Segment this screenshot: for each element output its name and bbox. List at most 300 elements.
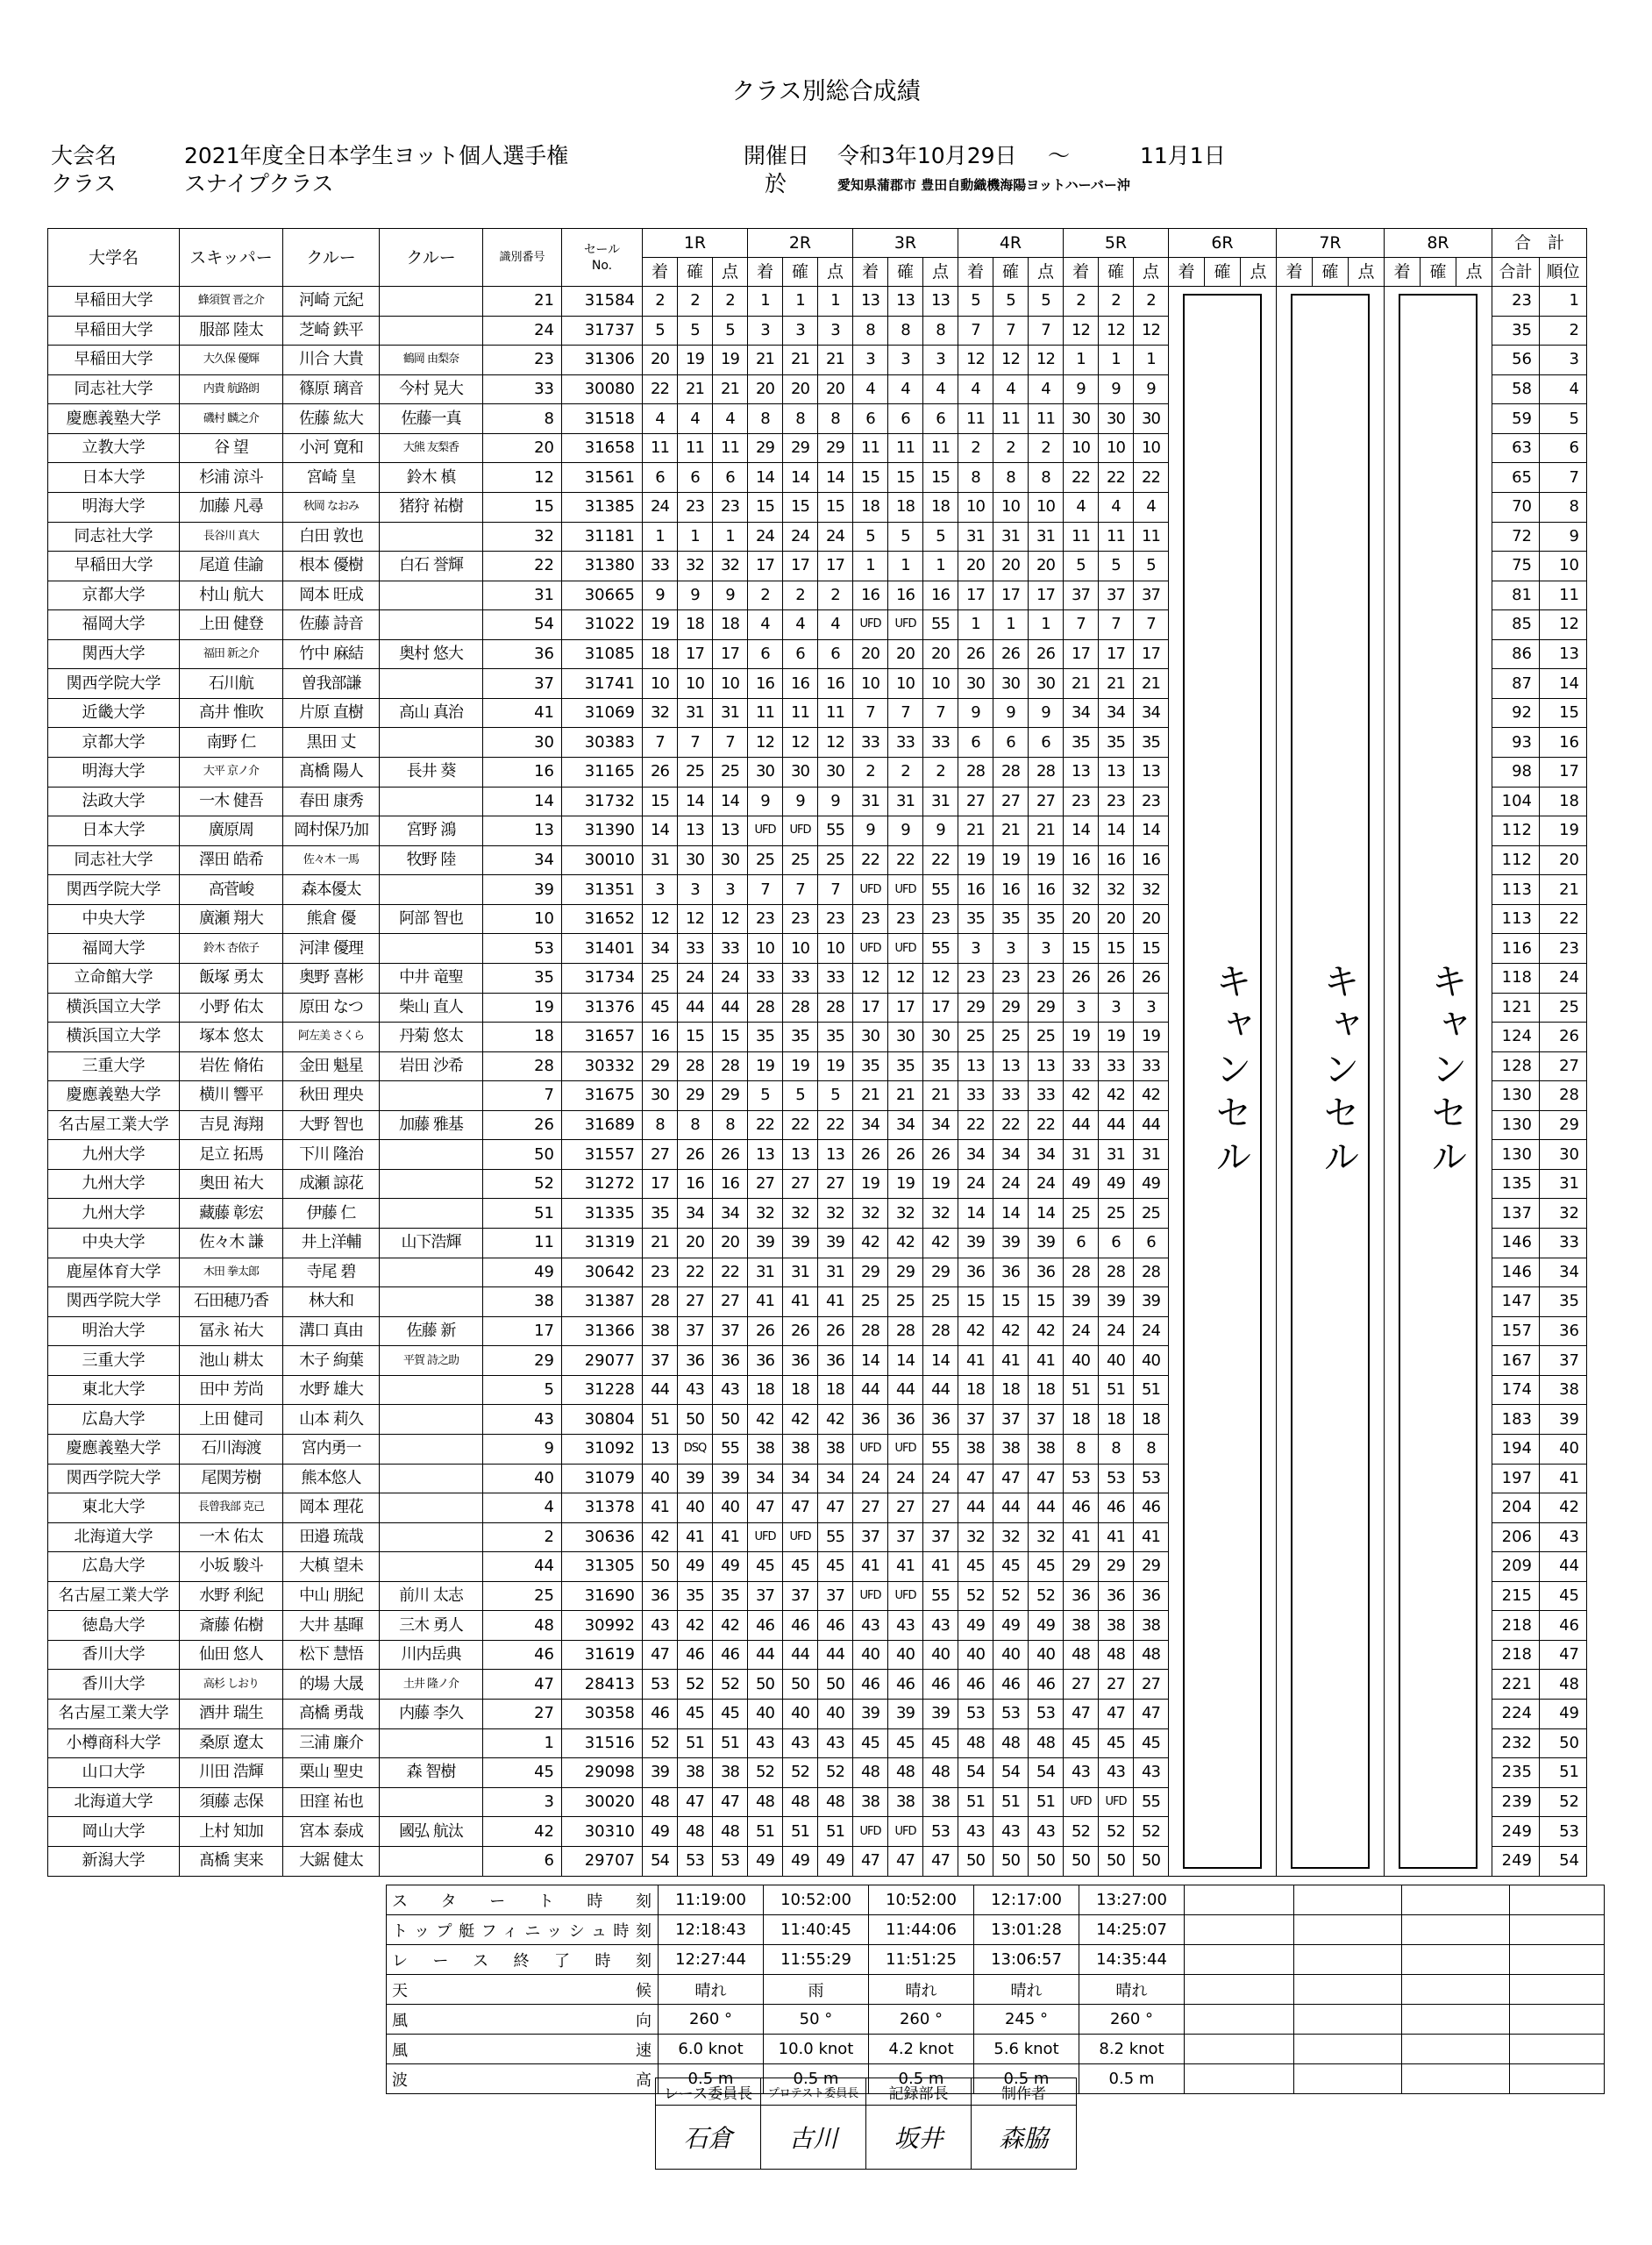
race-score-cell: 2: [783, 581, 818, 610]
race-score-cell: 8: [818, 404, 853, 434]
university-cell: 慶應義塾大学: [48, 1081, 180, 1111]
race-score-cell: 42: [853, 1229, 888, 1258]
race-score-cell: 9: [958, 698, 993, 728]
race-score-cell: 47: [643, 1640, 678, 1670]
id-cell: 49: [483, 1258, 562, 1287]
race-score-cell: 42: [643, 1522, 678, 1552]
header-race-4: 4R: [958, 229, 1064, 258]
official-signature: 石倉: [656, 2106, 761, 2170]
crew-2-cell: [380, 1375, 483, 1405]
crew-1-cell: 金田 魁星: [283, 1051, 380, 1081]
race-score-cell: 40: [923, 1640, 958, 1670]
university-cell: 名古屋工業大学: [48, 1581, 180, 1611]
race-score-cell: 2: [748, 581, 783, 610]
race-score-cell: 51: [958, 1787, 993, 1817]
crew-2-cell: 岩田 沙希: [380, 1051, 483, 1081]
crew-2-cell: [380, 1287, 483, 1317]
university-cell: 同志社大学: [48, 374, 180, 404]
race-score-cell: 49: [1029, 1611, 1064, 1641]
race-score-cell: 44: [748, 1640, 783, 1670]
university-cell: 同志社大学: [48, 522, 180, 552]
race-score-cell: 35: [923, 1051, 958, 1081]
race-score-cell: 15: [818, 492, 853, 522]
race-score-cell: 26: [993, 639, 1029, 669]
race-score-cell: 11: [923, 433, 958, 463]
race-score-cell: 34: [818, 1464, 853, 1493]
total-cell: 249: [1492, 1846, 1540, 1876]
race-score-cell: 1: [853, 552, 888, 581]
race-score-cell: 20: [1134, 904, 1169, 934]
race-score-cell: 30: [888, 1023, 923, 1052]
crew-2-cell: [380, 581, 483, 610]
race-score-cell: 43: [748, 1728, 783, 1758]
total-cell: 86: [1492, 639, 1540, 669]
race-score-cell: 6: [923, 404, 958, 434]
cancel-box: [1399, 294, 1478, 1869]
race-score-cell: 11: [1099, 522, 1134, 552]
condition-value: 14:25:07: [1079, 1915, 1185, 1945]
race-score-cell: UFD: [853, 1434, 888, 1464]
sail-no-cell: 31737: [562, 316, 643, 346]
race-score-cell: 3: [993, 934, 1029, 964]
race-score-cell: 11: [678, 433, 713, 463]
race-score-cell: 34: [713, 1199, 748, 1229]
race-score-cell: 15: [1029, 1287, 1064, 1317]
id-cell: 37: [483, 669, 562, 699]
race-score-cell: 20: [783, 374, 818, 404]
header-race-6-sub-1: 着: [1169, 258, 1205, 287]
university-cell: 近畿大学: [48, 698, 180, 728]
race-score-cell: 48: [888, 1758, 923, 1788]
race-score-cell: 40: [1099, 1346, 1134, 1376]
race-score-cell: 3: [643, 875, 678, 905]
condition-value: 晴れ: [974, 1975, 1079, 2005]
rank-cell: 29: [1540, 1110, 1587, 1140]
sail-no-cell: 31380: [562, 552, 643, 581]
race-score-cell: 6: [1099, 1229, 1134, 1258]
race-score-cell: 32: [643, 698, 678, 728]
race-score-cell: 37: [818, 1581, 853, 1611]
race-6-cancel-cell: [1169, 287, 1277, 1877]
rank-cell: 31: [1540, 1169, 1587, 1199]
race-score-cell: 29: [713, 1081, 748, 1111]
race-score-cell: 24: [783, 522, 818, 552]
race-score-cell: 13: [853, 287, 888, 317]
race-score-cell: 2: [958, 433, 993, 463]
race-score-cell: 34: [1064, 698, 1099, 728]
total-cell: 249: [1492, 1817, 1540, 1847]
crew-1-cell: 河津 優理: [283, 934, 380, 964]
race-score-cell: 11: [958, 404, 993, 434]
sail-no-cell: 31378: [562, 1493, 643, 1523]
total-cell: 92: [1492, 698, 1540, 728]
race-score-cell: 50: [1134, 1846, 1169, 1876]
skipper-cell: 奥田 祐大: [180, 1169, 283, 1199]
race-score-cell: 34: [1134, 698, 1169, 728]
race-score-cell: 15: [923, 463, 958, 493]
race-score-cell: 54: [993, 1758, 1029, 1788]
rank-cell: 15: [1540, 698, 1587, 728]
race-score-cell: 4: [783, 610, 818, 640]
race-score-cell: 40: [1029, 1640, 1064, 1670]
race-score-cell: 37: [713, 1316, 748, 1346]
race-score-cell: 18: [923, 492, 958, 522]
race-score-cell: 6: [1134, 1229, 1169, 1258]
race-score-cell: 44: [818, 1640, 853, 1670]
race-score-cell: 28: [783, 993, 818, 1023]
university-cell: 横浜国立大学: [48, 1023, 180, 1052]
race-score-cell: 52: [1099, 1817, 1134, 1847]
crew-1-cell: 阿左美 さくら: [283, 1023, 380, 1052]
race-score-cell: 5: [993, 287, 1029, 317]
race-score-cell: 11: [748, 698, 783, 728]
race-score-cell: 16: [818, 669, 853, 699]
race-score-cell: UFD: [748, 816, 783, 846]
id-cell: 13: [483, 816, 562, 846]
race-score-cell: 39: [1099, 1287, 1134, 1317]
race-score-cell: 24: [818, 522, 853, 552]
race-score-cell: 31: [783, 1258, 818, 1287]
race-score-cell: 51: [1134, 1375, 1169, 1405]
condition-empty-cell: [1510, 2064, 1605, 2094]
university-cell: 名古屋工業大学: [48, 1700, 180, 1729]
race-score-cell: 30: [1064, 404, 1099, 434]
race-score-cell: 16: [993, 875, 1029, 905]
id-cell: 42: [483, 1817, 562, 1847]
skipper-cell: 尾道 佳諭: [180, 552, 283, 581]
race-score-cell: 4: [713, 404, 748, 434]
crew-2-cell: 鈴木 槙: [380, 463, 483, 493]
condition-label: 風速: [387, 2035, 659, 2064]
race-score-cell: 37: [748, 1581, 783, 1611]
race-score-cell: 14: [923, 1346, 958, 1376]
race-score-cell: 48: [1029, 1728, 1064, 1758]
race-score-cell: 39: [1134, 1287, 1169, 1317]
skipper-cell: 加藤 凡尋: [180, 492, 283, 522]
race-score-cell: 17: [713, 639, 748, 669]
rank-cell: 34: [1540, 1258, 1587, 1287]
race-score-cell: 13: [993, 1051, 1029, 1081]
id-cell: 15: [483, 492, 562, 522]
race-score-cell: 5: [713, 316, 748, 346]
race-score-cell: 25: [678, 758, 713, 788]
sail-no-cell: 30665: [562, 581, 643, 610]
race-score-cell: 21: [888, 1081, 923, 1111]
race-score-cell: 1: [1099, 346, 1134, 375]
skipper-cell: 鈴木 杏依子: [180, 934, 283, 964]
race-score-cell: 16: [748, 669, 783, 699]
race-score-cell: 38: [643, 1316, 678, 1346]
race-score-cell: 5: [888, 522, 923, 552]
condition-value: 13:06:57: [974, 1945, 1079, 1975]
race-score-cell: 39: [748, 1229, 783, 1258]
race-score-cell: 33: [713, 934, 748, 964]
race-score-cell: 36: [713, 1346, 748, 1376]
race-score-cell: 17: [678, 639, 713, 669]
skipper-cell: 廣瀬 翔大: [180, 904, 283, 934]
crew-1-cell: 岡村保乃加: [283, 816, 380, 846]
rank-cell: 23: [1540, 934, 1587, 964]
race-score-cell: 12: [643, 904, 678, 934]
race-score-cell: 32: [958, 1522, 993, 1552]
race-score-cell: 8: [888, 316, 923, 346]
race-score-cell: 19: [1099, 1023, 1134, 1052]
race-score-cell: 21: [1099, 669, 1134, 699]
race-score-cell: 4: [1029, 374, 1064, 404]
official-signature: 坂井: [866, 2106, 972, 2170]
rank-cell: 20: [1540, 845, 1587, 875]
sail-no-cell: 31390: [562, 816, 643, 846]
race-score-cell: 27: [1134, 1670, 1169, 1700]
page-title: クラス別総合成績: [731, 78, 921, 105]
sail-no-cell: 31690: [562, 1581, 643, 1611]
race-score-cell: 5: [818, 1081, 853, 1111]
race-score-cell: 25: [1064, 1199, 1099, 1229]
crew-1-cell: 水野 雄大: [283, 1375, 380, 1405]
race-score-cell: 34: [1029, 1140, 1064, 1170]
race-score-cell: 32: [783, 1199, 818, 1229]
race-score-cell: 49: [748, 1846, 783, 1876]
race-score-cell: 13: [1099, 758, 1134, 788]
university-cell: 同志社大学: [48, 845, 180, 875]
header-race-7: 7R: [1277, 229, 1385, 258]
date-separator: ～: [1048, 143, 1071, 168]
crew-1-cell: 曽我部謙: [283, 669, 380, 699]
race-score-cell: 41: [1029, 1346, 1064, 1376]
total-cell: 130: [1492, 1140, 1540, 1170]
official-title: 制作者: [972, 2078, 1077, 2106]
condition-empty-cell: [1185, 1945, 1294, 1975]
race-score-cell: 48: [1134, 1640, 1169, 1670]
race-score-cell: 18: [993, 1375, 1029, 1405]
race-score-cell: 7: [923, 698, 958, 728]
race-score-cell: 55: [923, 610, 958, 640]
condition-value: 11:19:00: [659, 1885, 764, 1915]
race-score-cell: 28: [748, 993, 783, 1023]
race-score-cell: 19: [1064, 1023, 1099, 1052]
condition-empty-cell: [1294, 1975, 1402, 2005]
race-score-cell: 16: [958, 875, 993, 905]
race-score-cell: 1: [958, 610, 993, 640]
crew-1-cell: 佐藤 詩音: [283, 610, 380, 640]
race-score-cell: 18: [1099, 1405, 1134, 1435]
condition-row: [387, 1915, 1605, 1945]
race-score-cell: 38: [1099, 1611, 1134, 1641]
race-score-cell: 14: [678, 787, 713, 816]
race-score-cell: 42: [818, 1405, 853, 1435]
race-score-cell: 3: [1029, 934, 1064, 964]
race-score-cell: 55: [818, 1522, 853, 1552]
race-score-cell: 11: [993, 404, 1029, 434]
id-cell: 12: [483, 463, 562, 493]
race-score-cell: 49: [643, 1817, 678, 1847]
race-score-cell: 13: [713, 816, 748, 846]
race-score-cell: 53: [1134, 1464, 1169, 1493]
race-score-cell: 38: [783, 1434, 818, 1464]
race-score-cell: 50: [1029, 1846, 1064, 1876]
race-score-cell: 45: [1134, 1728, 1169, 1758]
race-score-cell: 50: [748, 1670, 783, 1700]
race-score-cell: 16: [1029, 875, 1064, 905]
race-score-cell: 38: [958, 1434, 993, 1464]
race-score-cell: 45: [923, 1728, 958, 1758]
total-cell: 128: [1492, 1051, 1540, 1081]
total-cell: 63: [1492, 433, 1540, 463]
total-cell: 87: [1492, 669, 1540, 699]
race-score-cell: 42: [993, 1316, 1029, 1346]
rank-cell: 7: [1540, 463, 1587, 493]
race-score-cell: 24: [643, 492, 678, 522]
race-score-cell: 4: [993, 374, 1029, 404]
race-score-cell: 52: [678, 1670, 713, 1700]
university-cell: 中央大学: [48, 904, 180, 934]
skipper-cell: 高杉 しおり: [180, 1670, 283, 1700]
crew-2-cell: 中井 竜聖: [380, 963, 483, 993]
race-score-cell: 34: [923, 1110, 958, 1140]
official-signature: 森脇: [972, 2106, 1077, 2170]
race-score-cell: 47: [818, 1493, 853, 1523]
race-score-cell: 9: [713, 581, 748, 610]
crew-2-cell: 鶴岡 由梨奈: [380, 346, 483, 375]
race-score-cell: 18: [1134, 1405, 1169, 1435]
crew-1-cell: 森本優太: [283, 875, 380, 905]
university-cell: 関西学院大学: [48, 875, 180, 905]
header-sail-no: [562, 229, 643, 287]
race-score-cell: 2: [643, 287, 678, 317]
race-score-cell: 52: [818, 1758, 853, 1788]
race-score-cell: 33: [993, 1081, 1029, 1111]
crew-2-cell: [380, 1140, 483, 1170]
race-score-cell: 38: [993, 1434, 1029, 1464]
race-score-cell: 24: [1099, 1316, 1134, 1346]
race-score-cell: 2: [1134, 287, 1169, 317]
race-score-cell: 8: [853, 316, 888, 346]
race-score-cell: 50: [958, 1846, 993, 1876]
race-score-cell: 23: [888, 904, 923, 934]
header-race-1-sub-2: 確: [678, 258, 713, 287]
race-score-cell: 55: [1134, 1787, 1169, 1817]
race-score-cell: 16: [888, 581, 923, 610]
race-score-cell: 33: [1029, 1081, 1064, 1111]
race-score-cell: 32: [993, 1522, 1029, 1552]
race-score-cell: 24: [993, 1169, 1029, 1199]
race-score-cell: UFD: [783, 816, 818, 846]
race-score-cell: 23: [958, 963, 993, 993]
race-score-cell: 11: [853, 433, 888, 463]
university-cell: 関西学院大学: [48, 1287, 180, 1317]
header-race-1-sub-3: 点: [713, 258, 748, 287]
condition-empty-cell: [1185, 1915, 1294, 1945]
race-score-cell: 29: [783, 433, 818, 463]
race-score-cell: 48: [993, 1728, 1029, 1758]
sail-no-cell: 31652: [562, 904, 643, 934]
university-cell: 福岡大学: [48, 934, 180, 964]
race-score-cell: 26: [643, 758, 678, 788]
rank-cell: 18: [1540, 787, 1587, 816]
race-score-cell: 12: [748, 728, 783, 758]
race-score-cell: 50: [993, 1846, 1029, 1876]
id-cell: 24: [483, 316, 562, 346]
race-score-cell: 33: [888, 728, 923, 758]
total-cell: 23: [1492, 287, 1540, 317]
skipper-cell: 廣原周: [180, 816, 283, 846]
id-cell: 38: [483, 1287, 562, 1317]
race-score-cell: 20: [1099, 904, 1134, 934]
sail-no-cell: 31658: [562, 433, 643, 463]
race-score-cell: 33: [783, 963, 818, 993]
cancel-box: [1183, 294, 1262, 1869]
total-cell: 147: [1492, 1287, 1540, 1317]
rank-cell: 49: [1540, 1700, 1587, 1729]
crew-1-cell: 岡本 理花: [283, 1493, 380, 1523]
rank-cell: 42: [1540, 1493, 1587, 1523]
race-score-cell: 27: [1029, 787, 1064, 816]
race-score-cell: 37: [1029, 1405, 1064, 1435]
race-score-cell: 35: [783, 1023, 818, 1052]
race-score-cell: 18: [678, 610, 713, 640]
race-score-cell: 22: [888, 845, 923, 875]
race-score-cell: 15: [1134, 934, 1169, 964]
race-score-cell: 51: [713, 1728, 748, 1758]
race-score-cell: 19: [678, 346, 713, 375]
race-score-cell: 6: [888, 404, 923, 434]
race-score-cell: 41: [678, 1522, 713, 1552]
university-cell: 三重大学: [48, 1346, 180, 1376]
race-score-cell: 18: [1064, 1405, 1099, 1435]
race-score-cell: 7: [783, 875, 818, 905]
race-score-cell: 26: [888, 1140, 923, 1170]
race-score-cell: 2: [853, 758, 888, 788]
condition-row: [387, 1945, 1605, 1975]
university-cell: 京都大学: [48, 728, 180, 758]
race-score-cell: 47: [678, 1787, 713, 1817]
race-conditions-table: [386, 1885, 1605, 2094]
rank-cell: 26: [1540, 1023, 1587, 1052]
race-score-cell: 42: [1134, 1081, 1169, 1111]
race-score-cell: 6: [1029, 728, 1064, 758]
race-score-cell: 2: [888, 758, 923, 788]
table-row: [48, 287, 1587, 317]
race-score-cell: 50: [713, 1405, 748, 1435]
condition-empty-cell: [1402, 2035, 1510, 2064]
university-cell: 早稲田大学: [48, 316, 180, 346]
total-cell: 75: [1492, 552, 1540, 581]
skipper-cell: 福田 新之介: [180, 639, 283, 669]
university-cell: 早稲田大学: [48, 346, 180, 375]
race-score-cell: 28: [818, 993, 853, 1023]
crew-2-cell: 佐藤 新: [380, 1316, 483, 1346]
crew-1-cell: 宮崎 皇: [283, 463, 380, 493]
race-score-cell: 4: [1064, 492, 1099, 522]
header-race-3-sub-3: 点: [923, 258, 958, 287]
crew-2-cell: [380, 610, 483, 640]
sail-no-cell: 29098: [562, 1758, 643, 1788]
race-score-cell: 36: [748, 1346, 783, 1376]
race-score-cell: 28: [888, 1316, 923, 1346]
race-score-cell: 19: [1029, 845, 1064, 875]
crew-2-cell: [380, 1846, 483, 1876]
race-score-cell: 41: [888, 1552, 923, 1582]
race-score-cell: 13: [1029, 1051, 1064, 1081]
race-score-cell: 50: [643, 1552, 678, 1582]
total-cell: 56: [1492, 346, 1540, 375]
race-score-cell: 39: [678, 1464, 713, 1493]
race-score-cell: 4: [643, 404, 678, 434]
race-score-cell: 13: [923, 287, 958, 317]
rank-cell: 54: [1540, 1846, 1587, 1876]
crew-1-cell: 大野 智也: [283, 1110, 380, 1140]
id-cell: 17: [483, 1316, 562, 1346]
